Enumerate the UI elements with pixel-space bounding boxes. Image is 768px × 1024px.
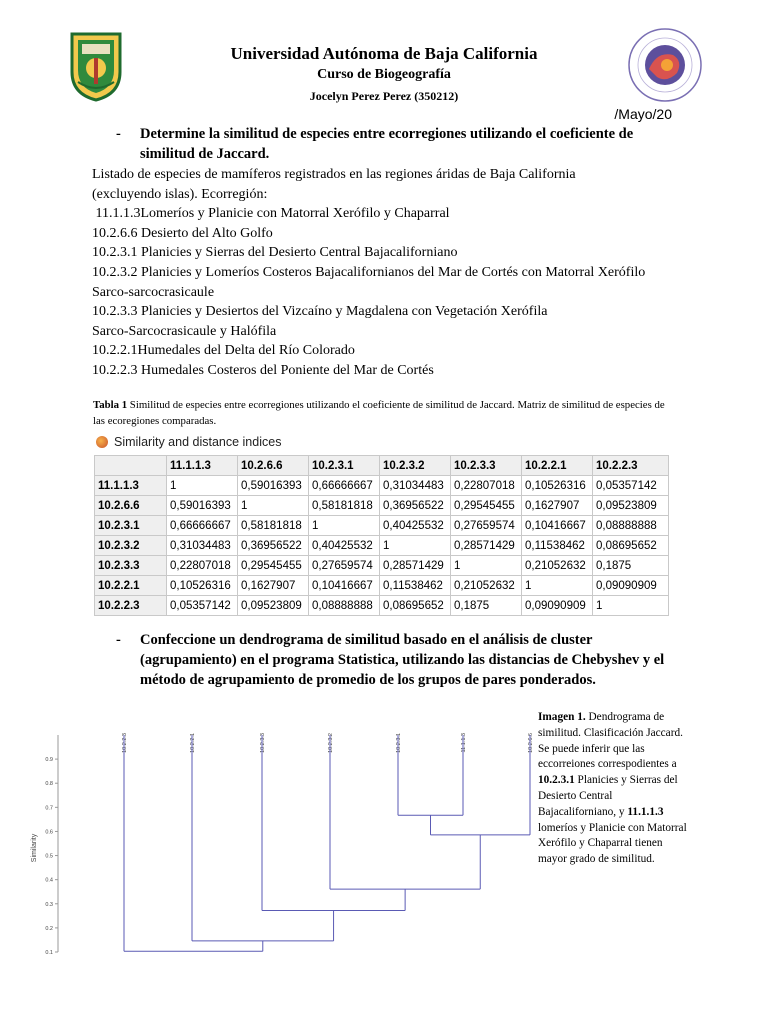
table-cell: 0,08888888 bbox=[309, 596, 380, 616]
image-caption-text: lomeríos y Planicie con Matorral Xerófilo y Chaparral tienen mayor grado de similitud. bbox=[538, 821, 687, 866]
table-column-header: 11.1.1.3 bbox=[167, 456, 238, 476]
table-cell: 0,29545455 bbox=[451, 496, 522, 516]
table-cell: 0,58181818 bbox=[309, 496, 380, 516]
ecoregion-item: 10.2.3.3 Planicies y Desiertos del Vizcaíno y Magdalena con Vegetación Xerófila bbox=[92, 304, 548, 320]
y-tick-label: 0.6 bbox=[45, 829, 53, 836]
university-title: Universidad Autónoma de Baja California bbox=[230, 44, 538, 63]
table-row-header: 10.2.3.2 bbox=[95, 536, 167, 556]
table-cell: 0,1875 bbox=[451, 596, 522, 616]
table-row bbox=[95, 536, 669, 556]
table-caption-text: Similitud de especies entre ecorregiones utilizando el coeficiente de similitud de Jaccard. Matriz de similitud de especies de las ecoregiones comparadas. bbox=[93, 399, 665, 427]
table-cell: 0,29545455 bbox=[238, 556, 309, 576]
table-window-title bbox=[96, 435, 281, 449]
table-cell: 0,11538462 bbox=[522, 536, 593, 556]
table-cell: 1 bbox=[309, 516, 380, 536]
intro-line: Listado de especies de mamíferos registrados en las regiones áridas de Baja California bbox=[92, 167, 576, 182]
ecoregion-item: 10.2.6.6 Desierto del Alto Golfo bbox=[92, 225, 273, 241]
ecoregion-item: 10.2.3.2 Planicies y Lomeríos Costeros Bajacalifornianos del Mar de Cortés con Matorral Xerófilo bbox=[92, 264, 646, 280]
table-row-header: 10.2.3.1 bbox=[95, 516, 167, 536]
leaf-label: 10.2.2.1 bbox=[190, 733, 196, 753]
intro-line: (excluyendo islas). Ecorregión: bbox=[92, 186, 268, 202]
table-cell: 0,21052632 bbox=[451, 576, 522, 596]
question-1-text: Determine la similitud de especies entre ecorregiones utilizando el coeficiente de similitud de Jaccard. bbox=[140, 126, 634, 162]
y-tick-label: 0.8 bbox=[45, 781, 53, 788]
student-name: Jocelyn Perez Perez (350212) bbox=[309, 89, 459, 103]
table-column-header: 10.2.3.3 bbox=[451, 456, 522, 476]
table-cell: 1 bbox=[238, 496, 309, 516]
table-row-header: 10.2.3.3 bbox=[95, 556, 167, 576]
ecoregion-item: 10.2.3.1 Planicies y Sierras del Desierto Central Bajacaliforniano bbox=[92, 245, 458, 261]
table-cell: 0,08695652 bbox=[593, 536, 669, 556]
table-corner-cell bbox=[95, 456, 167, 476]
table-cell: 0,58181818 bbox=[238, 516, 309, 536]
table-cell: 1 bbox=[522, 576, 593, 596]
table-cell: 1 bbox=[380, 536, 451, 556]
table-cell: 0,1875 bbox=[593, 556, 669, 576]
image-caption-label: Imagen 1. bbox=[538, 711, 586, 723]
table-cell: 0,66666667 bbox=[167, 516, 238, 536]
table-column-header: 10.2.3.1 bbox=[309, 456, 380, 476]
image-caption-text: Planicies y Sierras del Desierto Central Bajacaliforniano, y bbox=[538, 774, 678, 818]
image-caption-ecoregion-1: 10.2.3.1 bbox=[538, 774, 575, 787]
table-cell: 0,09090909 bbox=[593, 576, 669, 596]
table-cell: 0,08695652 bbox=[380, 596, 451, 616]
leaf-label: 11.1.1.3 bbox=[461, 733, 467, 753]
question-2-text: Confeccione un dendrograma de similitud basado en el análisis de cluster (agrupamiento) en el programa Statistica, utilizando las distancias de Chebyshev y el método de agrupamiento de promedio de los grupos de pares ponderados. bbox=[140, 632, 665, 688]
table-row-header: 11.1.1.3 bbox=[95, 476, 167, 496]
leaf-label: 10.2.3.2 bbox=[328, 733, 334, 753]
y-axis-label: Similarity bbox=[31, 833, 38, 863]
y-tick-label: 0.4 bbox=[45, 877, 53, 884]
ecoregion-item: Sarco-sarcocrasicaule bbox=[92, 284, 215, 300]
table-cell: 1 bbox=[593, 596, 669, 616]
table-cell: 0,27659574 bbox=[309, 556, 380, 576]
table-cell: 0,27659574 bbox=[451, 516, 522, 536]
table-cell: 0,36956522 bbox=[380, 496, 451, 516]
table-column-header: 10.2.6.6 bbox=[238, 456, 309, 476]
ecoregion-list bbox=[92, 165, 692, 381]
ecoregion-item: 11.1.1.3Lomeríos y Planicie con Matorral Xerófilo y Chaparral bbox=[92, 206, 450, 222]
table-row bbox=[95, 556, 669, 576]
table-row bbox=[95, 576, 669, 596]
dendrogram-links bbox=[124, 735, 530, 951]
table-cell: 1 bbox=[451, 556, 522, 576]
table-cell: 0,21052632 bbox=[522, 556, 593, 576]
table-cell: 0,66666667 bbox=[309, 476, 380, 496]
table-cell: 0,36956522 bbox=[238, 536, 309, 556]
course-title: Curso de Biogeografía bbox=[317, 67, 451, 82]
table-window-title-text: Similarity and distance indices bbox=[114, 435, 282, 449]
table-cell: 0,1627907 bbox=[522, 496, 593, 516]
table-cell: 0,31034483 bbox=[167, 536, 238, 556]
table-row-header: 10.2.6.6 bbox=[95, 496, 167, 516]
table-cell: 0,22807018 bbox=[451, 476, 522, 496]
table-cell: 0,09523809 bbox=[593, 496, 669, 516]
table-header-row bbox=[95, 456, 669, 476]
table-cell: 0,10526316 bbox=[167, 576, 238, 596]
table-cell: 0,11538462 bbox=[380, 576, 451, 596]
y-tick-label: 0.2 bbox=[45, 925, 53, 932]
y-ticks bbox=[45, 757, 58, 956]
leaf-label: 10.2.6.6 bbox=[528, 733, 534, 753]
table-row bbox=[95, 496, 669, 516]
image-caption-ecoregion-2: 11.1.1.3 bbox=[627, 805, 664, 818]
table-caption bbox=[93, 397, 673, 429]
y-tick-label: 0.7 bbox=[45, 805, 53, 812]
ecoregion-item: 10.2.2.1Humedales del Delta del Río Colorado bbox=[92, 343, 355, 359]
table-cell: 0,31034483 bbox=[380, 476, 451, 496]
table-cell: 0,05357142 bbox=[593, 476, 669, 496]
table-row-header: 10.2.2.1 bbox=[95, 576, 167, 596]
table-cell: 0,10416667 bbox=[309, 576, 380, 596]
table-column-header: 10.2.2.3 bbox=[593, 456, 669, 476]
table-row bbox=[95, 596, 669, 616]
table-column-header: 10.2.3.2 bbox=[380, 456, 451, 476]
similarity-table bbox=[94, 455, 669, 616]
y-tick-label: 0.1 bbox=[45, 950, 53, 956]
y-tick-label: 0.5 bbox=[45, 853, 53, 860]
table-cell: 0,08888888 bbox=[593, 516, 669, 536]
question-1: - Determine la similitud de especies entre ecorregiones utilizando el coeficiente de similitud de Jaccard. bbox=[116, 124, 676, 164]
table-column-header: 10.2.2.1 bbox=[522, 456, 593, 476]
table-cell: 0,40425532 bbox=[380, 516, 451, 536]
ecoregion-item: Sarco-Sarcocrasicaule y Halófila bbox=[92, 323, 277, 339]
document-date: /Mayo/20 bbox=[614, 106, 672, 122]
table-cell: 0,09523809 bbox=[238, 596, 309, 616]
table-cell: 0,40425532 bbox=[309, 536, 380, 556]
leaf-label: 10.2.3.1 bbox=[396, 733, 402, 753]
table-cell: 0,22807018 bbox=[167, 556, 238, 576]
leaf-label: 10.2.2.3 bbox=[122, 733, 128, 753]
ecoregion-item: 10.2.2.3 Humedales Costeros del Poniente del Mar de Cortés bbox=[92, 362, 434, 378]
leaf-label: 10.2.3.3 bbox=[260, 733, 266, 753]
table-cell: 0,28571429 bbox=[380, 556, 451, 576]
table-cell: 0,05357142 bbox=[167, 596, 238, 616]
table-cell: 0,59016393 bbox=[238, 476, 309, 496]
y-tick-label: 0.9 bbox=[45, 757, 53, 764]
table-cell: 0,10416667 bbox=[522, 516, 593, 536]
question-2: - Confeccione un dendrograma de similitud basado en el análisis de cluster (agrupamiento) en el programa Statistica, utilizando las distancias de Chebyshev y el método de agrupamiento de promedio de los grupos de pares ponderados. bbox=[116, 630, 676, 690]
table-cell: 1 bbox=[167, 476, 238, 496]
table-cell: 0,1627907 bbox=[238, 576, 309, 596]
image-caption bbox=[538, 710, 688, 868]
table-cell: 0,10526316 bbox=[522, 476, 593, 496]
table-cell: 0,09090909 bbox=[522, 596, 593, 616]
table-row bbox=[95, 476, 669, 496]
dendrogram-chart bbox=[26, 700, 536, 962]
table-row-header: 10.2.2.3 bbox=[95, 596, 167, 616]
table-cell: 0,28571429 bbox=[451, 536, 522, 556]
y-tick-label: 0.3 bbox=[45, 901, 53, 908]
image-caption-text: Dendrograma de similitud. Clasificación Jaccard. Se puede inferir que las eccorreiones correspodientes a bbox=[538, 711, 683, 771]
table-cell: 0,59016393 bbox=[167, 496, 238, 516]
table-row bbox=[95, 516, 669, 536]
similarity-app-icon bbox=[96, 436, 108, 448]
leaf-labels bbox=[122, 733, 534, 753]
table-caption-label: Tabla 1 bbox=[93, 399, 128, 411]
